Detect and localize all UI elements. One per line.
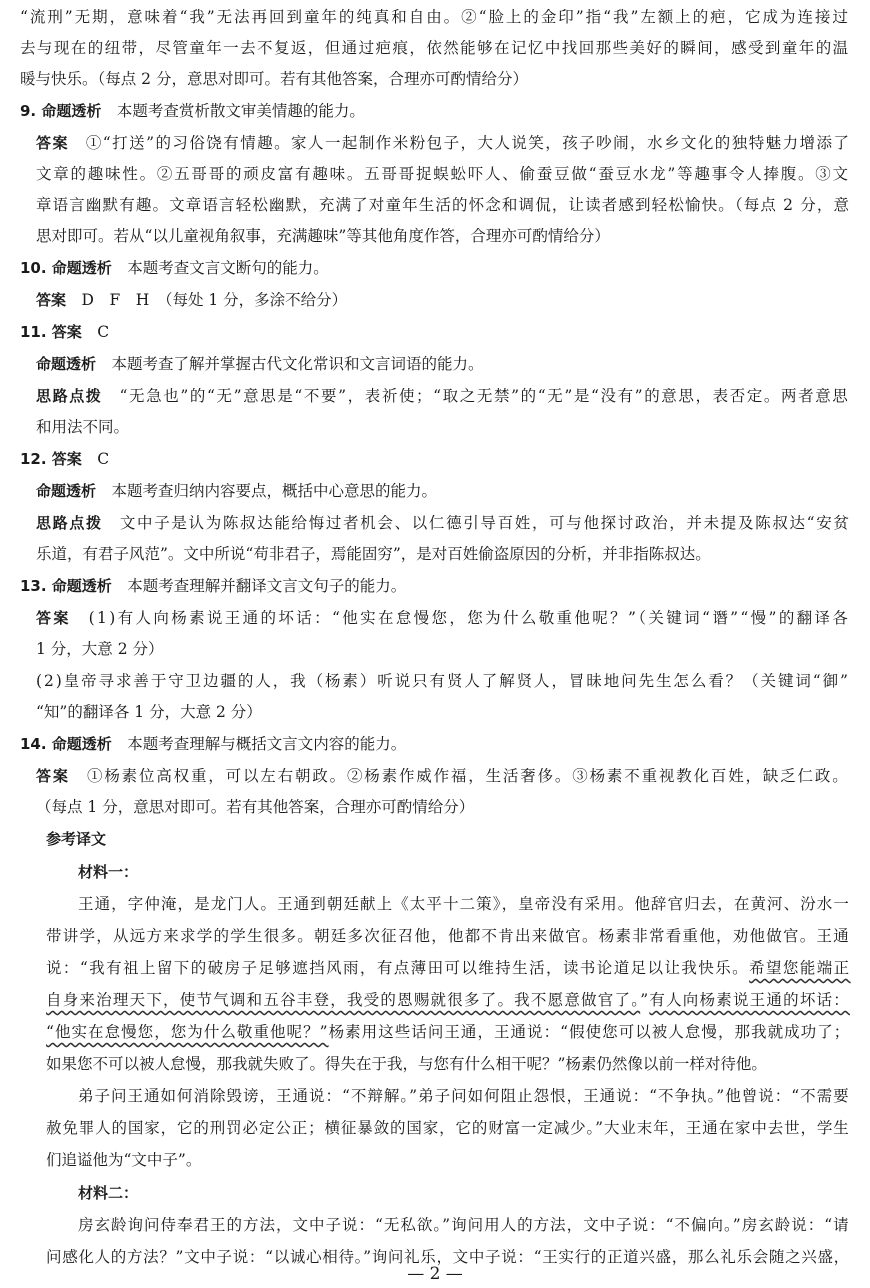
text-run: 杨素用这些话问王通，王通说：“假使您可以被人怠慢，那我就成功了； (328, 1023, 851, 1041)
text-run: 如果您不可以被人怠慢，那我就失败了。得失在于我，与您有什么相干呢？”杨素仍然像以前一样对待他。 (46, 1055, 767, 1073)
text-run: 本题考查理解并翻译文言文句子的能力。 (111, 577, 407, 595)
text-line (36, 221, 610, 251)
text-line (36, 128, 850, 158)
text-run: C (81, 450, 110, 468)
text-line (36, 190, 850, 220)
text-line (46, 985, 850, 1015)
section-label: 13. 命题透析 (20, 577, 112, 595)
wavy-underlined-text: 有人向杨素说王通的坏话： (649, 991, 850, 1009)
text-line (36, 349, 484, 379)
section-label: 材料一： (78, 863, 139, 881)
text-line (46, 1017, 850, 1047)
text-run: 带讲学，从远方来求学的学生很多。朝廷多次征召他，他都不肯出来做官。杨素非常看重他，劝他做官。王通 (46, 927, 851, 945)
text-run: 本题考查归纳内容要点，概括中心意思的能力。 (96, 482, 438, 500)
text-line (36, 381, 849, 411)
text-run: C (81, 323, 110, 341)
text-run: 文中子是认为陈叔达能给悔过者机会、以仁德引导百姓，可与他探讨政治，并未提及陈叔达“安贫 (102, 514, 851, 532)
text-run: 赦免罪人的国家，它的刑罚必定公正；横征暴敛的国家，它的财富一定减少。”大业末年，王通在家中去世，学生 (46, 1119, 850, 1137)
text-run: 去与现在的纽带，尽管童年一去不复返，但通过疤痕，依然能够在记忆中找回那些美好的瞬间，感受到童年的温 (20, 39, 850, 57)
text-line (46, 824, 106, 854)
wavy-underlined-text: 希望您能端正 (749, 959, 851, 977)
page-number: — 2 — (407, 1264, 463, 1284)
text-run: 们追谥他为“文中子”。 (46, 1151, 202, 1169)
text-run: ” (640, 991, 650, 1009)
text-line (46, 1049, 767, 1079)
section-label: 参考译文 (46, 830, 107, 848)
text-line (36, 412, 129, 442)
text-run: 1 分，大意 2 分） (36, 640, 164, 658)
wavy-underlined-text: 自身来治理天下，使节气调和五谷丰登，我受的恩赐就很多了。我不愿意做官了。 (46, 991, 641, 1009)
text-line (36, 539, 711, 569)
text-run: 和用法不同。 (36, 418, 130, 436)
text-line (36, 285, 347, 315)
text-run: 章语言幽默有趣。文章语言轻松幽默，充满了对童年生活的怀念和调侃，让读者感到轻松愉快。（每点 2 分，意 (36, 196, 851, 214)
text-line (36, 603, 850, 633)
text-run: 问感化人的方法？”文中子说：“以诚心相待。”询问礼乐，文中子说：“王实行的正道兴盛，那么礼乐会随之兴盛， (46, 1248, 850, 1266)
section-label: 11. 答案 (20, 323, 82, 341)
wavy-underlined-text: “他实在怠慢您，您为什么敬重他呢？” (46, 1023, 329, 1041)
text-line (20, 64, 528, 94)
text-line (78, 1081, 850, 1111)
text-line (46, 1145, 201, 1175)
text-run: （每点 1 分，意思对即可。若有其他答案，合理亦可酌情给分） (36, 798, 475, 816)
text-line (78, 857, 138, 887)
text-line (20, 96, 365, 126)
text-line (20, 33, 850, 63)
section-label: 9. 命题透析 (20, 102, 102, 120)
text-run: 说：“我有祖上留下的破房子足够遮挡风雨，有点薄田可以维持生活，读书论道足以让我快乐。 (46, 959, 750, 977)
text-line (36, 792, 474, 822)
text-line (78, 1210, 850, 1240)
text-run: 思对即可。若从“以儿童视角叙事，充满趣味”等其他角度作答，合理亦可酌情给分） (36, 227, 610, 245)
text-run: 暖与快乐。（每点 2 分，意思对即可。若有其他答案，合理亦可酌情给分） (20, 70, 528, 88)
text-line (36, 634, 164, 664)
text-run: “流刑”无期，意味着“我”无法再回到童年的纯真和自由。②“脸上的金印”指“我”左额上的疤，它成为连接过 (20, 8, 850, 26)
section-label: 10. 命题透析 (20, 259, 112, 277)
text-line (20, 729, 406, 759)
text-run: 本题考查赏析散文审美情趣的能力。 (101, 102, 365, 120)
text-run: 文章的趣味性。②五哥哥的顽皮富有趣味。五哥哥捉蜈蚣吓人、偷蚕豆做“蚕豆水龙”等趣事令人捧腹。③文 (36, 165, 850, 183)
text-run: “无急也”的“无”意思是“不要”，表祈使；“取之无禁”的“无”是“没有”的意思，表否定。两者意思 (102, 387, 850, 405)
text-run: ①“打送”的习俗饶有情趣。家人一起制作米粉包子，大人说笑，孩子吵闹，水乡文化的独特魅力增添了 (68, 134, 851, 152)
section-label: 命题透析 (36, 482, 97, 500)
section-label: 答案 (36, 134, 69, 152)
text-line (36, 761, 850, 791)
text-line (46, 1113, 850, 1143)
text-run: D F H （每处 1 分，多涂不给分） (66, 291, 348, 309)
text-line (36, 666, 850, 696)
text-line (20, 571, 406, 601)
section-label: 14. 命题透析 (20, 735, 112, 753)
text-line (20, 444, 109, 474)
text-run: (2)皇帝寻求善于守卫边疆的人，我（杨素）听说只有贤人了解贤人，冒昧地问先生怎么看？（关键词“御” (36, 672, 850, 690)
text-line (36, 508, 851, 538)
text-line (36, 476, 437, 506)
text-line (78, 1178, 138, 1208)
text-line (20, 2, 850, 32)
text-line (20, 317, 109, 347)
text-run: 弟子问王通如何消除毁谤，王通说：“不辩解。”弟子问如何阻止怨恨，王通说：“不争执。”他曾说：“不需要 (78, 1087, 850, 1105)
text-line (46, 953, 851, 983)
text-line (46, 921, 850, 951)
text-run: (1)有人向杨素说王通的坏话：“他实在怠慢您，您为什么敬重他呢？”（关键词“谮”“慢”的翻译各 (70, 609, 851, 627)
text-line (78, 889, 850, 919)
text-run: 本题考查理解与概括文言文内容的能力。 (111, 735, 407, 753)
text-line (36, 697, 262, 727)
text-run: “知”的翻译各 1 分，大意 2 分） (36, 703, 262, 721)
section-label: 答案 (36, 767, 70, 785)
section-label: 材料二： (78, 1184, 139, 1202)
text-run: 本题考查了解并掌握古代文化常识和文言词语的能力。 (96, 355, 484, 373)
text-run: 乐道，有君子风范”。文中所说“苟非君子，焉能固穷”，是对百姓偷盗原因的分析，并非指陈叔达。 (36, 545, 711, 563)
section-label: 答案 (36, 609, 71, 627)
text-run: 王通，字仲淹，是龙门人。王通到朝廷献上《太平十二策》，皇帝没有采用。他辞官归去，在黄河、汾水一 (78, 895, 850, 913)
text-line (36, 159, 850, 189)
section-label: 思路点拨 (36, 387, 103, 405)
text-run: ①杨素位高权重，可以左右朝政。②杨素作威作福，生活奢侈。③杨素不重视教化百姓，缺乏仁政。 (69, 767, 850, 785)
section-label: 答案 (36, 291, 67, 309)
section-label: 命题透析 (36, 355, 97, 373)
section-label: 12. 答案 (20, 450, 82, 468)
text-run: 房玄龄询问侍奉君王的方法，文中子说：“无私欲。”询问用人的方法，文中子说：“不偏向。”房玄龄说：“请 (78, 1216, 850, 1234)
text-line (20, 253, 329, 283)
section-label: 思路点拨 (36, 514, 103, 532)
text-run: 本题考查文言文断句的能力。 (111, 259, 329, 277)
